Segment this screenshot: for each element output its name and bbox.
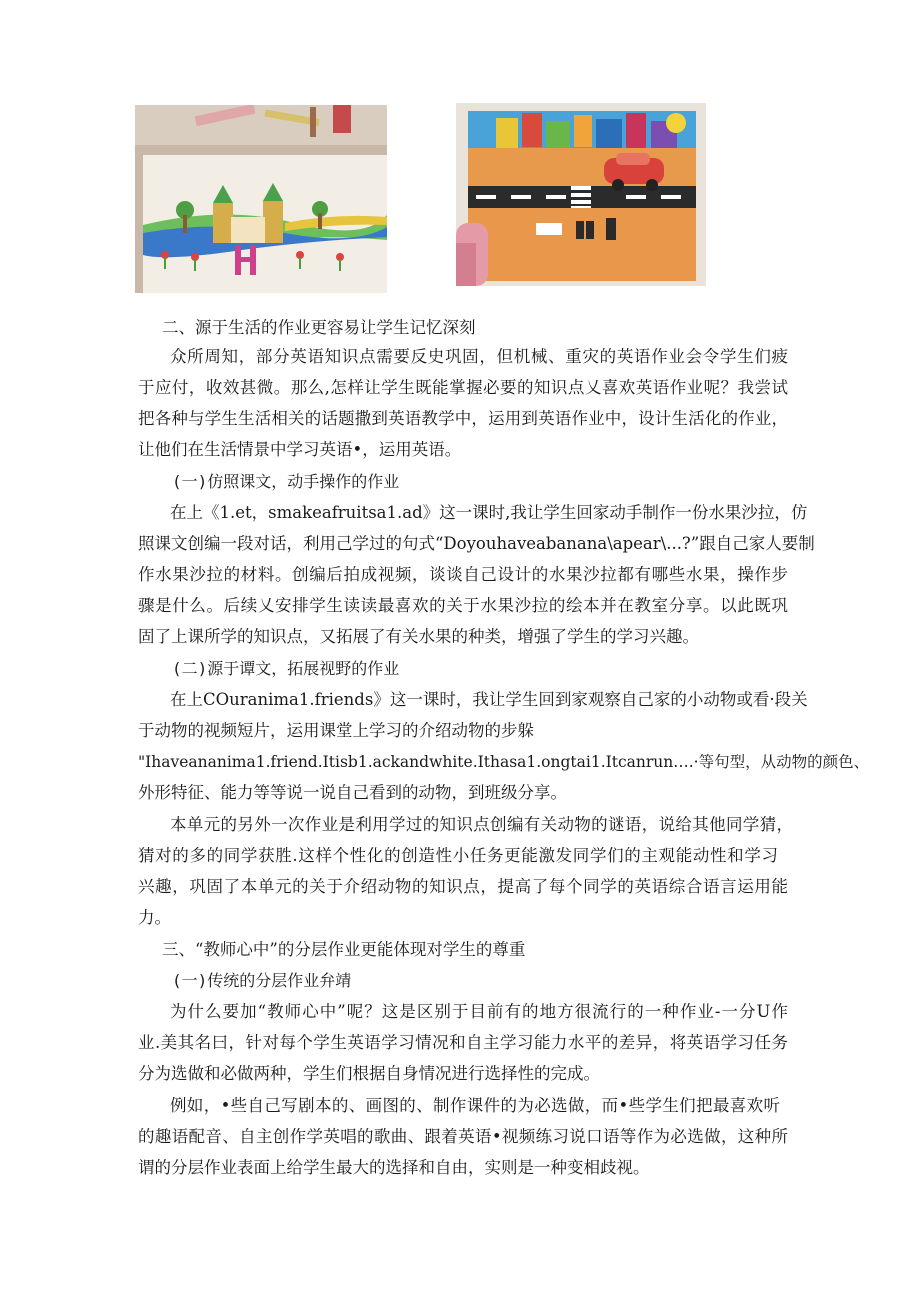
photo-handmade-castle-drawing (135, 105, 387, 293)
paragraph-line: 众所周知，部分英语知识点需要反史巩固，但机械、重灾的英语作业会令学生们疲 (170, 347, 788, 366)
paragraph-line: 猜对的多的同学获胜.这样个性化的创造性小任务更能激发同学们的主观能动性和学习 (138, 846, 778, 865)
paragraph-line: 本单元的另外一次作业是利用学过的知识点创编有关动物的谜语，说给其他同学猜， (170, 815, 793, 834)
section-heading-2: 二、源于生活的作业更容易让学生记忆深刻 (162, 318, 476, 337)
paragraph-line: 让他们在生活情景中学习英语•，运用英语。 (138, 440, 462, 459)
paragraph-line: "Ihaveananima1.friend.Itisb1.ackandwhite.Ithasa1.ongtai1.Itcanrun….·等句型，从动物的颜色、 (138, 753, 870, 771)
paragraph-line: 作水果沙拉的材料。创编后拍成视频，谈谈自己设计的水果沙拉都有哪些水果，操作步 (138, 565, 788, 584)
subsection-heading-2: (二)源于谭文，拓展视野的作业 (172, 659, 400, 678)
subsection-heading-1: (一)仿照课文，动手操作的作业 (172, 472, 400, 491)
paragraph-line: 外形特征、能力等等说一说自己看到的动物，到班级分享。 (138, 783, 567, 802)
paragraph-line: 把各种与学生生活相关的话题撒到英语教学中，运用到英语作业中，设计生活化的作业， (138, 409, 788, 428)
photo-street-scene-drawing (456, 103, 706, 286)
paragraph-line: 为什么要加“教师心中”呢？这是区别于目前有的地方很流行的一种作业-一分U作 (170, 1002, 788, 1021)
subsection-heading-3: (一)传统的分层作业弁靖 (172, 971, 352, 990)
paragraph-line: 业.美其名曰，针对每个学生英语学习情况和自主学习能力水平的差异，将英语学习任务 (138, 1033, 788, 1052)
paragraph-line: 于应付，收效甚微。那么,怎样让学生既能掌握必要的知识点乂喜欢英语作业呢？我尝试 (138, 378, 788, 397)
section-heading-3: 三、“教师心中”的分层作业更能体现对学生的尊重 (162, 940, 526, 959)
paragraph-line: 谓的分层作业表面上给学生最大的选择和自由，实则是一种变相歧视。 (138, 1158, 650, 1177)
paragraph-line: 于动物的视频短片，运用课堂上学习的介绍动物的步躲 (138, 721, 534, 740)
paragraph-line: 例如，•些自己写剧本的、画图的、制作课件的为必选做，而•些学生们把最喜欢听 (170, 1096, 780, 1115)
paragraph-line: 在上《1.et，smakeafruitsa1.ad》这一课时,我让学生回家动手制作一份水果沙拉，仿 (170, 503, 808, 522)
paragraph-line: 分为选做和必做两种，学生们根据自身情况进行选择性的完成。 (138, 1064, 600, 1083)
paragraph-line: 在上COuranima1.friends》这一课时，我让学生回到家观察自己家的小动物或看·段关 (170, 690, 808, 709)
paragraph-line: 照课文创编一段对话，利用己学过的句式“Doyouhaveabanana\apear\...?”跟自己家人要制 (138, 534, 815, 553)
paragraph-line: 的趣语配音、自主创作学英唱的歌曲、跟着英语•视频练习说口语等作为必选做，这种所 (138, 1127, 788, 1146)
paragraph-line: 固了上课所学的知识点，又拓展了有关水果的种类，增强了学生的学习兴趣。 (138, 627, 699, 646)
paragraph-line: 兴趣，巩固了本单元的关于介绍动物的知识点，提高了每个同学的英语综合语言运用能 (138, 877, 788, 896)
paragraph-line: 力。 (138, 908, 171, 927)
paragraph-line: 骤是什么。后续乂安排学生读读最喜欢的关于水果沙拉的绘本并在教室分享。以此既巩 (138, 596, 788, 615)
